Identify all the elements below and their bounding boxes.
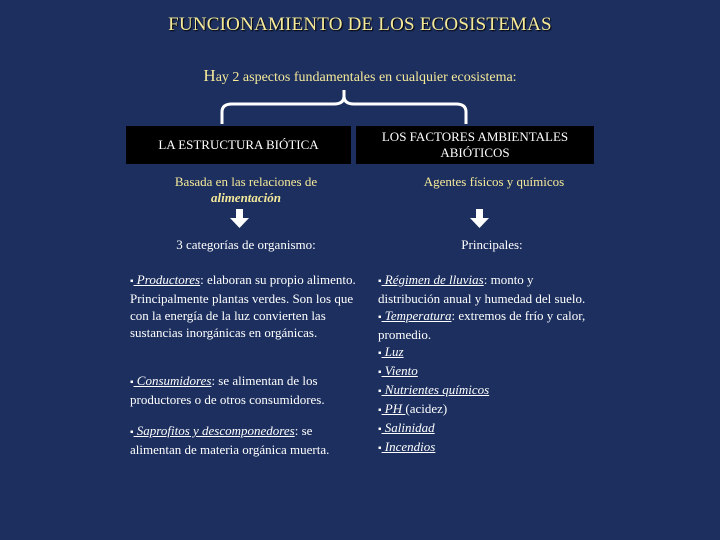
biotic-structure-box bbox=[126, 126, 351, 164]
abiotic-desc: : monto y distribución anual y humedad del suelo. bbox=[378, 272, 586, 306]
abiotic-term: PH bbox=[381, 401, 406, 416]
abiotic-item-4 bbox=[378, 362, 593, 381]
abiotic-basis: Agentes físicos y químicos bbox=[423, 174, 565, 189]
abiotic-term: Viento bbox=[381, 363, 418, 378]
bullet: ▪ bbox=[378, 312, 382, 323]
page-title: FUNCIONAMIENTO DE LOS ECOSISTEMAS bbox=[168, 14, 552, 35]
bullet: ▪ bbox=[378, 276, 382, 287]
abiotic-term: Incendios bbox=[381, 439, 436, 454]
abiotic-desc: : extremos de frío y calor, promedio. bbox=[378, 308, 586, 342]
biotic-item-3 bbox=[130, 422, 362, 458]
abiotic-item-3 bbox=[378, 343, 593, 362]
abiotic-item-8 bbox=[378, 438, 593, 457]
abiotic-item-1 bbox=[378, 271, 593, 307]
abiotic-term: Nutrientes químicos bbox=[381, 382, 490, 397]
abiotic-item-6 bbox=[378, 400, 593, 419]
bullet: ▪ bbox=[130, 276, 134, 287]
arrow-down-left bbox=[230, 209, 249, 228]
abiotic-item-7 bbox=[378, 419, 593, 438]
abiotic-categories-heading: Principales: bbox=[461, 237, 523, 252]
bullet: ▪ bbox=[378, 424, 382, 435]
abiotic-factors-box bbox=[356, 126, 594, 164]
abiotic-item-2 bbox=[378, 307, 593, 343]
bullet: ▪ bbox=[378, 405, 382, 416]
bullet: ▪ bbox=[378, 367, 382, 378]
arrow-down-right bbox=[470, 209, 489, 228]
biotic-structure-label: LA ESTRUCTURA BIÓTICA bbox=[158, 137, 319, 152]
biotic-desc: : elaboran su propio alimento. Principalmente plantas verdes. Son los que con la energía de la luz convierten las sustancias inorgánicas en orgánicas. bbox=[130, 272, 356, 340]
bullet: ▪ bbox=[378, 348, 382, 359]
biotic-desc: : se alimentan de los productores o de otros consumidores. bbox=[130, 373, 325, 407]
subtitle bbox=[0, 66, 720, 86]
abiotic-term: Salinidad bbox=[381, 420, 435, 435]
biotic-basis-emphasis: alimentación bbox=[210, 190, 282, 205]
abiotic-factors-label: LOS FACTORES AMBIENTALES ABIÓTICOS bbox=[381, 129, 569, 160]
biotic-term: Productores bbox=[133, 272, 201, 287]
abiotic-item-5 bbox=[378, 381, 593, 400]
biotic-basis bbox=[126, 174, 366, 206]
biotic-item-2 bbox=[130, 372, 362, 408]
biotic-categories-heading: 3 categorías de organismo: bbox=[176, 237, 316, 252]
biotic-term: Consumidores bbox=[133, 373, 212, 388]
biotic-term: Saprofitos y descomponedores bbox=[133, 423, 295, 438]
biotic-basis-line: Basada en las relaciones de bbox=[174, 174, 318, 189]
brace-connector bbox=[222, 90, 466, 124]
abiotic-term: Temperatura bbox=[381, 308, 452, 323]
abiotic-factor-list bbox=[378, 271, 593, 457]
bullet: ▪ bbox=[130, 427, 134, 438]
biotic-item-1 bbox=[130, 271, 362, 341]
biotic-desc: : se alimentan de materia orgánica muerta. bbox=[130, 423, 330, 457]
bullet: ▪ bbox=[378, 386, 382, 397]
abiotic-term: Luz bbox=[381, 344, 404, 359]
bullet: ▪ bbox=[130, 377, 134, 388]
bullet: ▪ bbox=[378, 443, 382, 454]
subtitle-initial: H bbox=[203, 66, 216, 85]
abiotic-term: Régimen de lluvias bbox=[381, 272, 484, 287]
abiotic-desc: (acidez) bbox=[405, 401, 448, 416]
subtitle-text: ay 2 aspectos fundamentales en cualquier ecosistema: bbox=[215, 70, 517, 85]
